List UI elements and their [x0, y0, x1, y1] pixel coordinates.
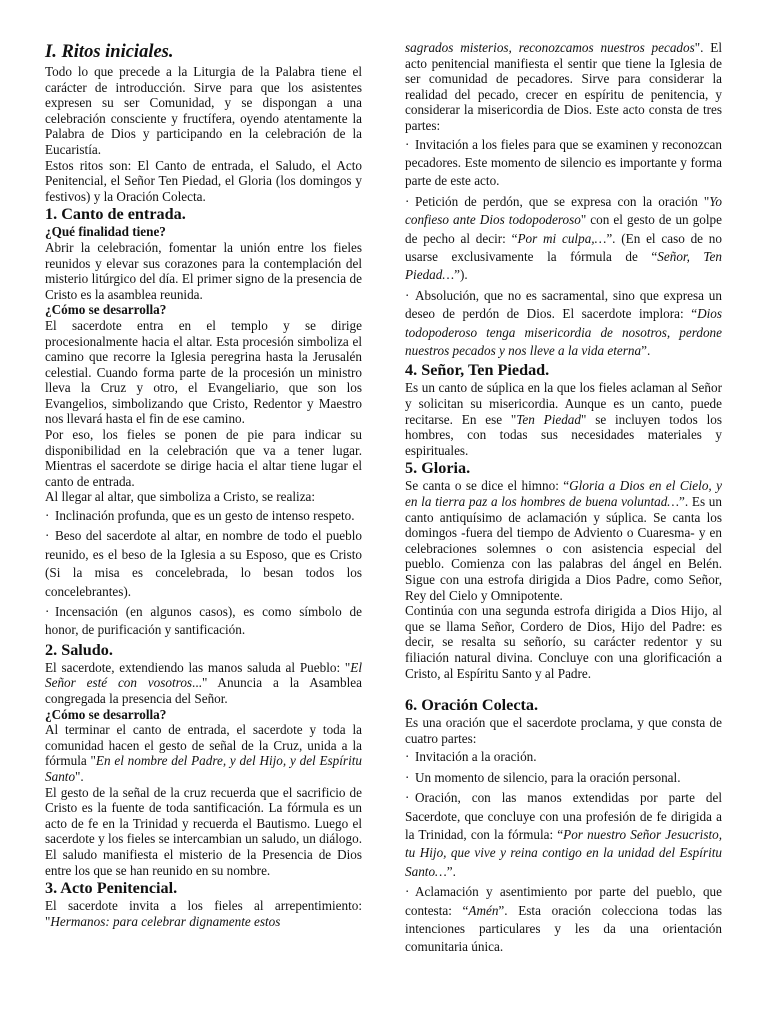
bullet-item: · Invitación a los fieles para que se examinen y reconozcan pecadores. Este momento de silencio es importante y forma parte de este acto.: [405, 136, 722, 189]
bullet-dot: ·: [405, 749, 410, 765]
bullet-dot: ·: [405, 769, 410, 785]
paragraph: Al llegar al altar, que simboliza a Cristo, se realiza:: [45, 489, 316, 505]
heading-senor-ten-piedad: 4. Señor, Ten Piedad.: [405, 361, 550, 380]
bullet-item: · Invitación a la oración.: [405, 748, 722, 766]
heading-acto-penitencial: 3. Acto Penitencial.: [45, 879, 178, 898]
bullet-dot: ·: [45, 604, 50, 620]
paragraph: El sacerdote invita a los fieles al arrepentimiento: "Hermanos: para celebrar dignamente estos: [45, 898, 362, 929]
bullet-dot: ·: [405, 884, 410, 900]
question-heading: ¿Cómo se desarrolla?: [45, 706, 167, 722]
bullet-item: · Beso del sacerdote al altar, en nombre de todo el pueblo reunido, es el beso de la Iglesia a su Esposo, que es Cristo (Si la misa es concelebrada, lo besan todos los concelebrantes).: [45, 528, 362, 599]
section-title-ritos: I. Ritos iniciales.: [45, 42, 174, 62]
bullet-item: · Un momento de silencio, para la oración personal.: [405, 769, 722, 787]
bullet-item: · Oración, con las manos extendidas por parte del Sacerdote, que concluye con una profesión de fe dirigida a la Trinidad, con la fórmula: “Por nuestro Señor Jesucristo, tu Hijo, que vive y reina contigo en la unidad del Espíritu Santo…”.: [405, 790, 723, 879]
bullet-item: · Aclamación y asentimiento por parte del pueblo, que contesta: “Amén”. Esta oración colecciona todas las intenciones particulares y les da una orientación comunitaria única.: [405, 884, 722, 955]
paragraph: El gesto de la señal de la cruz recuerda que el sacrificio de Cristo es la fuente de toda santificación. La fórmula es un acto de fe en la Trinidad y recuerda el Bautismo. Luego el sacerdote y los fieles se intercambian un saludo, un diálogo. El saludo manifiesta el misterio de la Presencia de Dios entre los que se han reunido en su nombre.: [45, 784, 362, 878]
bullet-dot: ·: [45, 528, 50, 544]
paragraph: El sacerdote, extendiendo las manos saluda al Pueblo: "El Señor esté con vosotros..." Anuncia a la Asamblea congregada la presencia del Señor.: [45, 659, 363, 707]
paragraph: Es un canto de súplica en la que los fieles aclaman al Señor y solicitan su misericordia. Aunque es un canto, puede recitarse. En ese "Ten Piedad" se incluyen todos los hombres, con todas sus necesidades materiales y espirituales.: [405, 380, 722, 458]
paragraph: Se canta o se dice el himno: “Gloria a Dios en el Cielo, y en la tierra paz a los hombres de buena voluntad…”. Es un canto antiquísimo de aclamación y súplica. Se canta los domingos -fuera del tiempo de Adviento o Cuaresma- y en celebraciones solemnes o con asistencia especial del pueblo. Comienza con las palabras del ángel en Belén. Sigue con una estrofa dirigida a Dios Padre, como Señor, Rey del Cielo y Omnipotente.: [405, 478, 722, 603]
bullet-item: · Petición de perdón, que se expresa con la oración "Yo confieso ante Dios todopoderoso" con el gesto de un golpe de pecho al decir: “Por mi culpa,…”. (En el caso de no usarse exclusivamente la fórmula de “Señor, Ten Piedad…”).: [405, 193, 723, 283]
bullet-dot: ·: [405, 790, 410, 806]
bullet-dot: ·: [45, 508, 50, 524]
bullet-dot: ·: [405, 287, 410, 303]
paragraph: Al terminar el canto de entrada, el sacerdote y toda la comunidad hacen el gesto de señal de la Cruz, unida a la fórmula "En el nombre del Padre, y del Hijo, y del Espíritu Santo".: [45, 722, 362, 785]
heading-canto-entrada: 1. Canto de entrada.: [45, 205, 186, 224]
paragraph: Es una oración que el sacerdote proclama, y que consta de cuatro partes:: [405, 715, 722, 746]
spacer: [405, 681, 722, 695]
bullet-item: · Incensación (en algunos casos), es como símbolo de honor, de purificación y santificación.: [45, 604, 362, 638]
paragraph: Por eso, los fieles se ponen de pie para indicar su disponibilidad en la celebración que va a tener lugar. Mientras el sacerdote se dirige hacia el altar tiene lugar el canto de entrada.: [45, 427, 362, 489]
question-heading: ¿Qué finalidad tiene?: [45, 224, 166, 240]
bullet-item: · Inclinación profunda, que es un gesto de intenso respeto.: [45, 507, 362, 525]
bullet-dot: ·: [405, 193, 410, 209]
right-column: [405, 40, 722, 957]
question-heading: ¿Cómo se desarrolla?: [45, 302, 167, 318]
paragraph: Estos ritos son: El Canto de entrada, el Saludo, el Acto Penitencial, el Señor Ten Piedad, el Gloria (los domingos y festivos) y la Oración Colecta.: [45, 157, 362, 204]
heading-gloria: 5. Gloria.: [405, 459, 471, 478]
bullet-dot: ·: [405, 136, 410, 152]
paragraph: Abrir la celebración, fomentar la unión entre los fieles reunidos y elevar sus corazones para la contemplación del misterio litúrgico del día. El primer signo de la presencia de Cristo es la asamblea reunida.: [45, 239, 362, 302]
heading-saludo: 2. Saludo.: [45, 640, 113, 659]
paragraph: Continúa con una segunda estrofa dirigida a Dios Hijo, al que se llama Señor, Cordero de Dios, Hijo del Padre: es decir, se resalta su señorío, su carácter redentor y su filiación natural divina. Concluye con una glorificación a Cristo, al Espíritu Santo y al Padre.: [405, 603, 722, 681]
paragraph: sagrados misterios, reconozcamos nuestros pecados". El acto penitencial manifiesta el sentir que tiene la Iglesia de ser comunidad de pecadores. Sirve para considerar la realidad del pecado, crecer en espíritu de penitencia, y considerar la misericordia de Dios. Este acto consta de tres partes:: [405, 40, 722, 133]
paragraph: Todo lo que precede a la Liturgia de la Palabra tiene el carácter de introducción. Sirve para que los asistentes expresen su ser Comunidad, y se dispongan a una celebración consciente y fructífera, oyendo atentamente la Palabra de Dios y participando en la celebración de la Eucaristía.: [45, 64, 362, 157]
paragraph: El sacerdote entra en el templo y se dirige procesionalmente hacia el altar. Esta procesión simboliza el camino que recorre la Iglesia peregrina hasta la Jerusalén celestial. Cuando forma parte de la procesión un ministro lleva la Cruz y otro, el Evangeliario, que son los Evangelios, simbolizando que Cristo, Redentor y Maestro nos llevará hasta el fin de ese camino.: [45, 317, 362, 427]
bullet-item: · Absolución, que no es sacramental, sino que expresa un deseo de perdón de Dios. El sacerdote implora: “Dios todopoderoso tenga misericordia de nosotros, perdone nuestros pecados y nos lleve a la vida eterna”.: [405, 287, 722, 359]
left-column: [45, 38, 362, 929]
heading-oracion-colecta: 6. Oración Colecta.: [405, 696, 539, 715]
